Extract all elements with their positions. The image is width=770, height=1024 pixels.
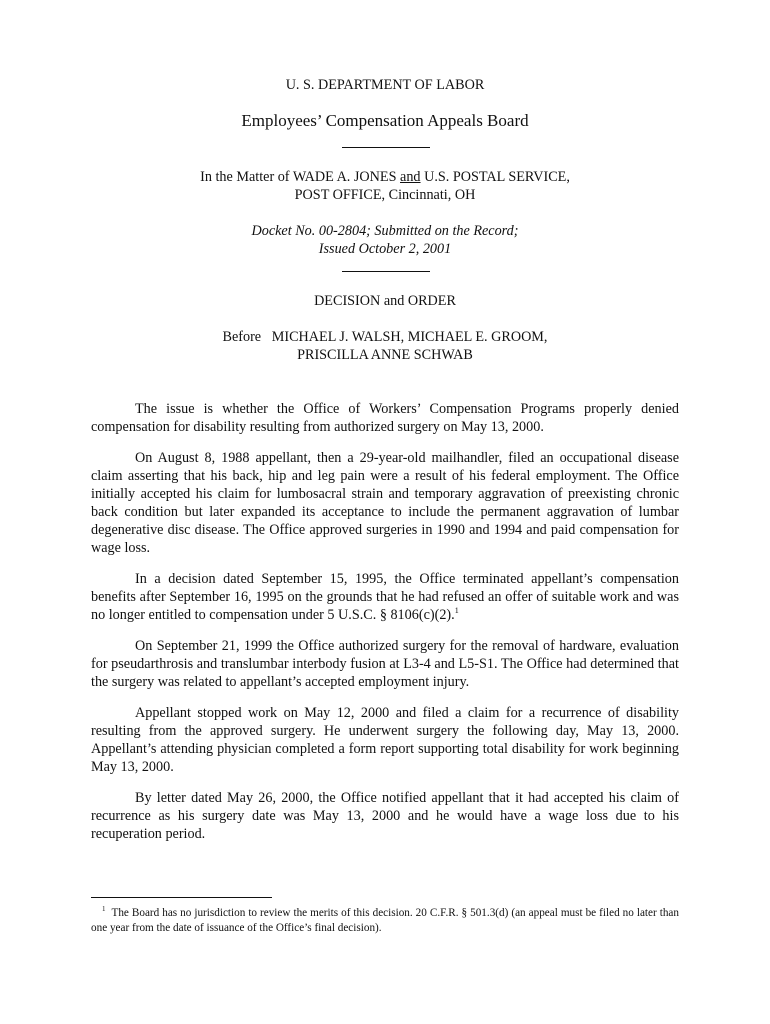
docket-divider xyxy=(342,271,430,272)
docket-line-1: Docket No. 00-2804; Submitted on the Record; xyxy=(251,223,519,239)
footnote xyxy=(91,906,679,936)
decision-heading: DECISION and ORDER xyxy=(314,293,456,309)
before-line-1: Before MICHAEL J. WALSH, MICHAEL E. GROOM, xyxy=(222,329,548,345)
paragraph-termination xyxy=(91,570,679,624)
department-heading: U. S. DEPARTMENT OF LABOR xyxy=(285,77,485,93)
docket-line-2: Issued October 2, 2001 xyxy=(318,241,452,257)
before-line-2: PRISCILLA ANNE SCHWAB xyxy=(297,347,473,363)
paragraph-recurrence-claim: Appellant stopped work on May 12, 2000 and filed a claim for a recurrence of disability resulting from the approved surgery. He underwent surgery the following day, May 13, 2000. Appellant’s attending physician completed a form report supporting total disability for work beginning May 13, 2000. xyxy=(91,705,679,775)
title-divider xyxy=(342,147,430,148)
footnote-marker: 1 xyxy=(102,905,106,913)
matter-prefix: In the Matter of WADE A. JONES xyxy=(200,169,401,185)
decision-body xyxy=(91,400,679,856)
paragraph-termination-text: In a decision dated September 15, 1995, the Office terminated appellant’s compensation benefits after September 16, 1995 on the grounds that he had refused an offer of suitable work and was no longer entitled to compensation under 5 U.S.C. § 8106(c)(2). xyxy=(91,571,679,623)
matter-and: and xyxy=(400,169,421,185)
footnote-separator xyxy=(91,897,272,898)
footnote-reference: 1 xyxy=(454,606,459,615)
paragraph-acceptance-letter: By letter dated May 26, 2000, the Office notified appellant that it had accepted his claim of recurrence as his surgery date was May 13, 2000 and he would have a wage loss due to his recuperation period. xyxy=(91,790,679,842)
board-title: Employees’ Compensation Appeals Board xyxy=(241,111,529,130)
paragraph-claim-history: On August 8, 1988 appellant, then a 29-year-old mailhandler, filed an occupational disease claim asserting that his back, hip and leg pain were a result of his federal employment. The Office initially accepted his claim for lumbosacral strain and temporary aggravation of preexisting chronic back condition but later expanded its acceptance to include the permanent aggravation of lumbar degenerative disc disease. The Office approved surgeries in 1990 and 1994 and paid compensation for wage loss. xyxy=(91,450,679,556)
matter-line-1 xyxy=(0,168,770,186)
paragraph-authorized-surgery: On September 21, 1999 the Office authorized surgery for the removal of hardware, evaluation for pseudarthrosis and translumbar interbody fusion at L3-4 and L5-S1. The Office had determined that the surgery was related to appellant’s accepted employment injury. xyxy=(91,638,679,690)
matter-suffix: U.S. POSTAL SERVICE, xyxy=(420,169,570,185)
paragraph-issue: The issue is whether the Office of Workers’ Compensation Programs properly denied compensation for disability resulting from authorized surgery on May 13, 2000. xyxy=(91,401,679,435)
matter-line-2: POST OFFICE, Cincinnati, OH xyxy=(294,187,476,203)
footnote-text: The Board has no jurisdiction to review the merits of this decision. 20 C.F.R. § 501.3(d) (an appeal must be filed no later than one year from the date of issuance of the Office’s final decision). xyxy=(91,907,679,934)
